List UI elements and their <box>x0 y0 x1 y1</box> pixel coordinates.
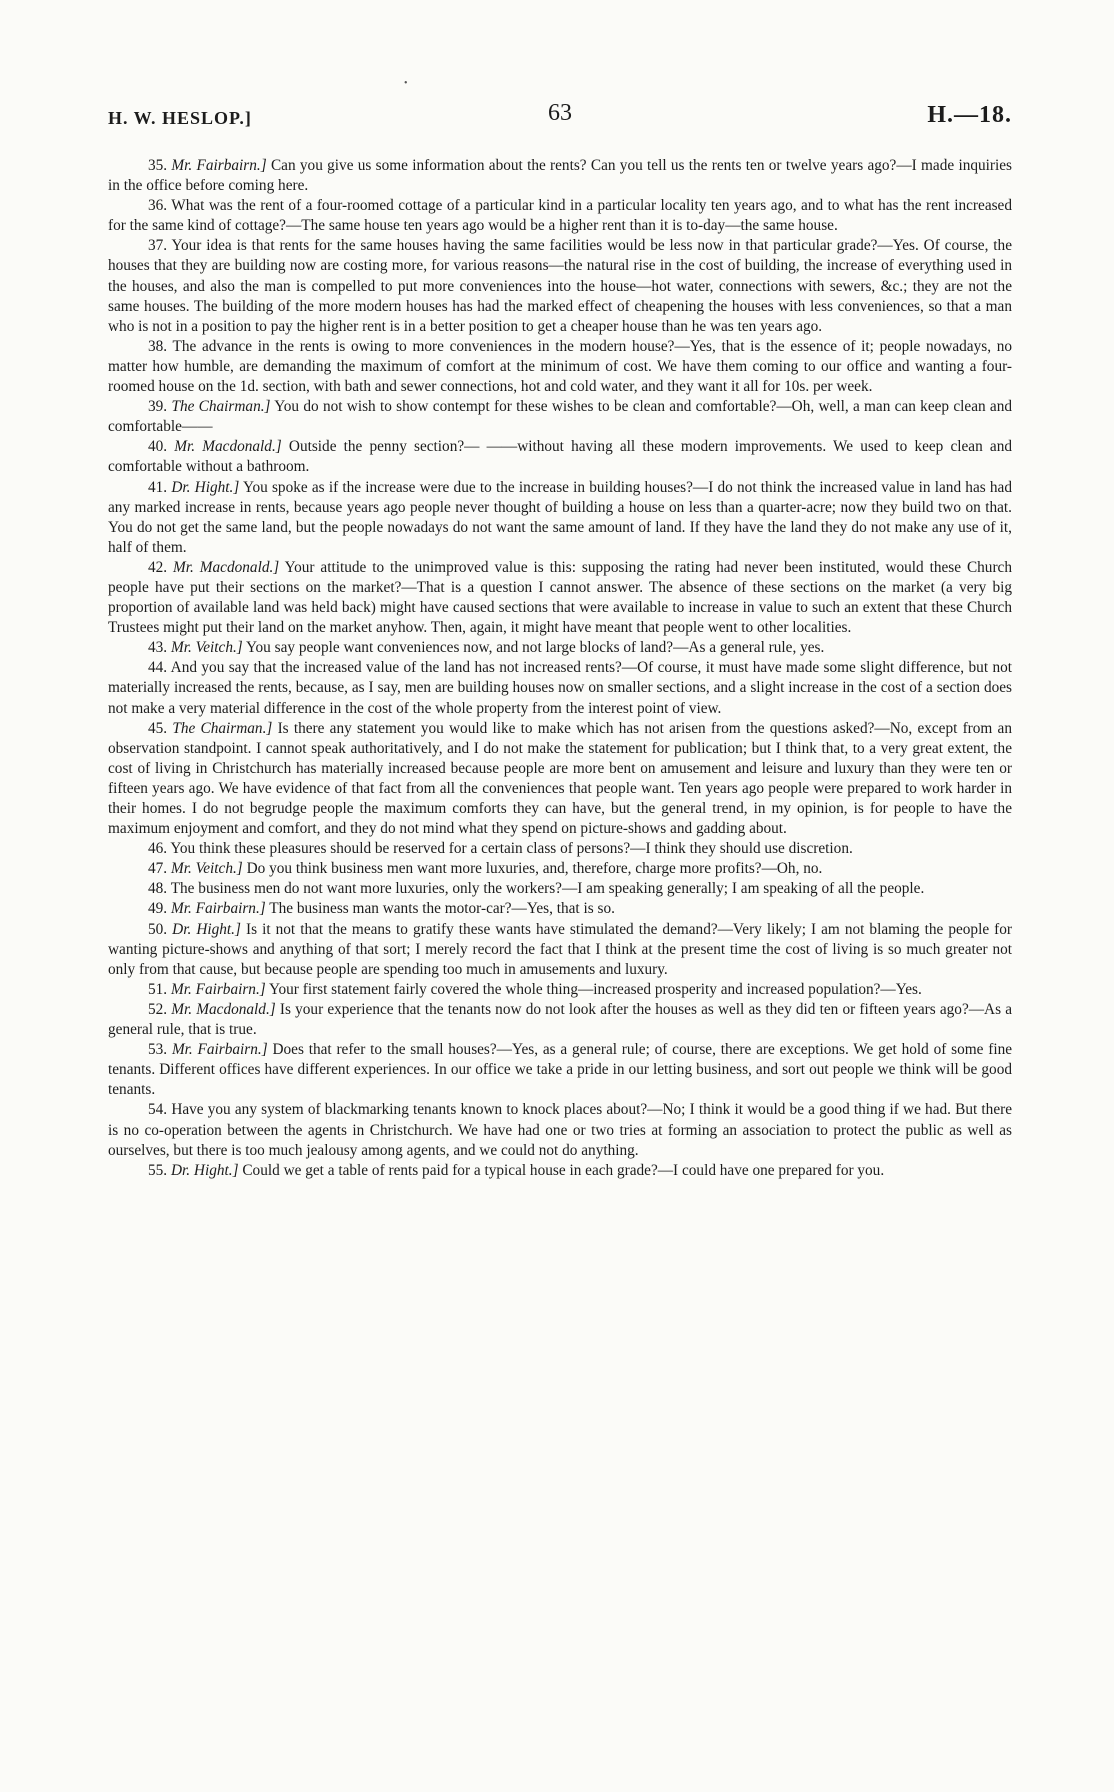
testimony-paragraph <box>108 337 1012 397</box>
question-number: 44. <box>148 659 168 677</box>
testimony-paragraph <box>108 980 1012 1000</box>
testimony-paragraph <box>108 437 1012 477</box>
testimony-paragraph <box>108 839 1012 859</box>
question-number: 45. <box>148 719 168 737</box>
speaker-name: Dr. Hight.] <box>172 920 241 938</box>
question-answer-text: The business men do not want more luxuries, only the workers?—I am speaking generally; I am speaking of all the people. <box>170 880 925 898</box>
speaker-name: Mr. Fairbairn.] <box>170 900 266 918</box>
question-answer-text: Could we get a table of rents paid for a typical house in each grade?—I could have one prepared for you. <box>238 1161 885 1179</box>
question-answer-text: And you say that the increased value of the land has not increased rents?—Of course, it must have made some slight difference, but not materially increased the rents, because, as I say, men are building houses now on smaller sections, and a slight increase in the cost of a section does not make a very material difference in the cost of the whole property from the interest point of view. <box>108 659 1012 717</box>
question-answer-text: Your first statement fairly covered the whole thing—increased prosperity and increased population?—Yes. <box>265 980 922 998</box>
question-answer-text: Your attitude to the unimproved value is this: supposing the rating had never been instituted, would these Church people have put their sections on the market?—That is a question I cannot answer. The absence of these sections on the market (a very big proportion of available land was held back) might have caused sections that were available to increase in value to such an extent that these Church Trustees might put their land on the market anyhow. Then, again, it might have meant that people went to other localities. <box>108 558 1012 637</box>
question-answer-text: Is it not that the means to gratify these wants have stimulated the demand?—Very likely; I am not blaming the people for wanting picture-shows and anything of that sort; I merely record the fact that I think at the present time the cost of living is so much greater not only from that cause, but because people are spending too much in amusements and luxury. <box>108 920 1012 978</box>
question-answer-text: Do you think business men want more luxuries, and, therefore, charge more profits?—Oh, no. <box>242 860 823 878</box>
testimony-paragraph <box>108 719 1012 840</box>
speaker-name: Mr. Fairbairn.] <box>171 157 267 174</box>
testimony-paragraph <box>108 638 1012 658</box>
question-answer-text: Does that refer to the small houses?—Yes, as a general rule; of course, there are exceptions. We get hold of some fine tenants. Different offices have different experiences. In our office we take a pride in our letting business, and sort out people we think will be good tenants. <box>108 1041 1013 1099</box>
document-reference: H.—18. <box>927 102 1012 128</box>
testimony-paragraph <box>108 397 1012 437</box>
question-number: 37. <box>148 237 168 255</box>
question-number: 46. <box>148 840 168 858</box>
running-header <box>108 100 1012 134</box>
question-answer-text: You say people want conveniences now, and not large blocks of land?—As a general rule, yes. <box>242 639 825 657</box>
question-answer-text: Is your experience that the tenants now do not look after the houses as well as they did ten or fifteen years ago?—As a general rule, that is true. <box>108 1000 1013 1039</box>
question-number: 49. <box>148 900 168 918</box>
speaker-name: Mr. Macdonald.] <box>173 558 280 576</box>
testimony-paragraph <box>108 236 1012 336</box>
page-number: 63 <box>548 100 572 126</box>
question-number: 38. <box>148 337 168 355</box>
testimony-paragraph <box>108 1040 1012 1100</box>
question-number: 40. <box>148 438 168 456</box>
testimony-paragraph <box>108 1000 1012 1040</box>
speaker-name: Mr. Fairbairn.] <box>171 1041 268 1059</box>
testimony-paragraph <box>108 156 1012 196</box>
speaker-name: The Chairman.] <box>171 398 271 416</box>
question-answer-text: The business man wants the motor-car?—Yes, that is so. <box>265 900 615 918</box>
ink-speck: • <box>404 78 408 89</box>
question-number: 52. <box>148 1000 168 1018</box>
question-answer-text: You do not wish to show contempt for these wishes to be clean and comfortable?—Oh, well, a man can keep clean and comfortable—— <box>108 398 1013 436</box>
question-answer-text: You spoke as if the increase were due to the increase in building houses?—I do not think the increased value in land has had any marked increase in rents, because years ago people never thought of building a house on less than a quarter-acre; now they build two on that. You do not get the same land, but the people nowadays do not want the same amount of land. If they have the land they do not make any use of it, half of them. <box>108 478 1012 556</box>
testimony-paragraph <box>108 1100 1012 1160</box>
speaker-name: Mr. Veitch.] <box>170 860 243 878</box>
question-number: 39. <box>148 398 168 416</box>
speaker-name: Mr. Veitch.] <box>170 639 243 657</box>
question-number: 48. <box>148 880 168 898</box>
testimony-paragraph <box>108 899 1012 919</box>
header-witness-name: H. W. HESLOP.] <box>108 108 252 128</box>
testimony-paragraph <box>108 920 1012 980</box>
question-answer-text: Outside the penny section?— ——without having all these modern improvements. We used to keep clean and comfortable without a bathroom. <box>108 438 1012 476</box>
speaker-name: Mr. Fairbairn.] <box>170 980 266 998</box>
speaker-name: Dr. Hight.] <box>170 1161 239 1179</box>
testimony-paragraph <box>108 1161 1012 1181</box>
testimony-paragraph <box>108 879 1012 899</box>
question-number: 53. <box>148 1041 168 1059</box>
question-number: 54. <box>148 1101 168 1119</box>
speaker-name: Dr. Hight.] <box>171 478 240 496</box>
testimony-paragraph <box>108 196 1012 236</box>
question-answer-text: Is there any statement you would like to make which has not arisen from the questions asked?—No, except from an observation standpoint. I cannot speak authoritatively, and I do not make the statement for publication; but I think that, to a very great extent, the cost of living in Christchurch has materially increased because people are more bent on amusement and leisure and luxury than they were ten or fifteen years ago. We have evidence of that fact from all the conveniences that people want. Ten years ago people were prepared to work harder in their homes. I do not begrudge people the maximum comforts they can have, but the general trend, in my opinion, is for people to have the maximum enjoyment and comfort, and they do not mind what they spend on picture-shows and gadding about. <box>108 719 1012 838</box>
question-answer-text: You think these pleasures should be reserved for a certain class of persons?—I think they should use discretion. <box>170 840 853 858</box>
question-number: 35. <box>148 157 168 174</box>
testimony-body <box>108 156 1012 1181</box>
testimony-paragraph <box>108 478 1012 558</box>
question-number: 42. <box>148 558 168 576</box>
question-number: 55. <box>148 1161 168 1179</box>
speaker-name: Mr. Macdonald.] <box>171 1000 276 1018</box>
question-number: 51. <box>148 980 168 998</box>
testimony-paragraph <box>108 658 1012 718</box>
testimony-paragraph <box>108 558 1012 638</box>
question-answer-text: Can you give us some information about the rents? Can you tell us the rents ten or twelve years ago?—I made inquiries in the office before coming here. <box>108 157 1012 195</box>
question-answer-text: Have you any system of blackmarking tenants known to knock places about?—No; I think it would be a good thing if we had. But there is no co-operation between the agents in Christchurch. We have had one or two tries at forming an association to protect the public as well as ourselves, but there is too much jealousy among agents, and we could not do anything. <box>108 1101 1012 1159</box>
question-number: 41. <box>148 478 168 496</box>
question-number: 36. <box>148 197 168 215</box>
question-answer-text: The advance in the rents is owing to more conveniences in the modern house?—Yes, that is the essence of it; people nowadays, no matter how humble, are demanding the maximum of comfort at the minimum of cost. We have them coming to our office and wanting a four-roomed house on the 1d. section, with bath and sewer connections, hot and cold water, and they want it all for 10s. per week. <box>108 337 1012 396</box>
question-number: 47. <box>148 860 168 878</box>
speaker-name: Mr. Macdonald.] <box>174 438 282 456</box>
speaker-name: The Chairman.] <box>172 719 273 737</box>
question-number: 50. <box>148 920 168 938</box>
question-answer-text: Your idea is that rents for the same houses having the same facilities would be less now in that particular grade?—Yes. Of course, the houses that they are building now are costing more, for various reasons—the natural rise in the cost of building, the increase of everything used in the houses, and also the man is compelled to put more conveniences into the house—hot water, connections with sewers, &c.; they are not the same houses. The building of the more modern houses has had the marked effect of cheapening the houses with less conveniences, so that a man who is not in a position to pay the higher rent is in a better position to get a cheaper house than he was ten years ago. <box>108 237 1012 335</box>
testimony-paragraph <box>108 859 1012 879</box>
question-answer-text: What was the rent of a four-roomed cottage of a particular kind in a particular locality ten years ago, and to what has the rent increased for the same kind of cottage?—The same house ten years ago would be a higher rent than it is to-day—the same house. <box>108 197 1012 235</box>
question-number: 43. <box>148 639 168 657</box>
